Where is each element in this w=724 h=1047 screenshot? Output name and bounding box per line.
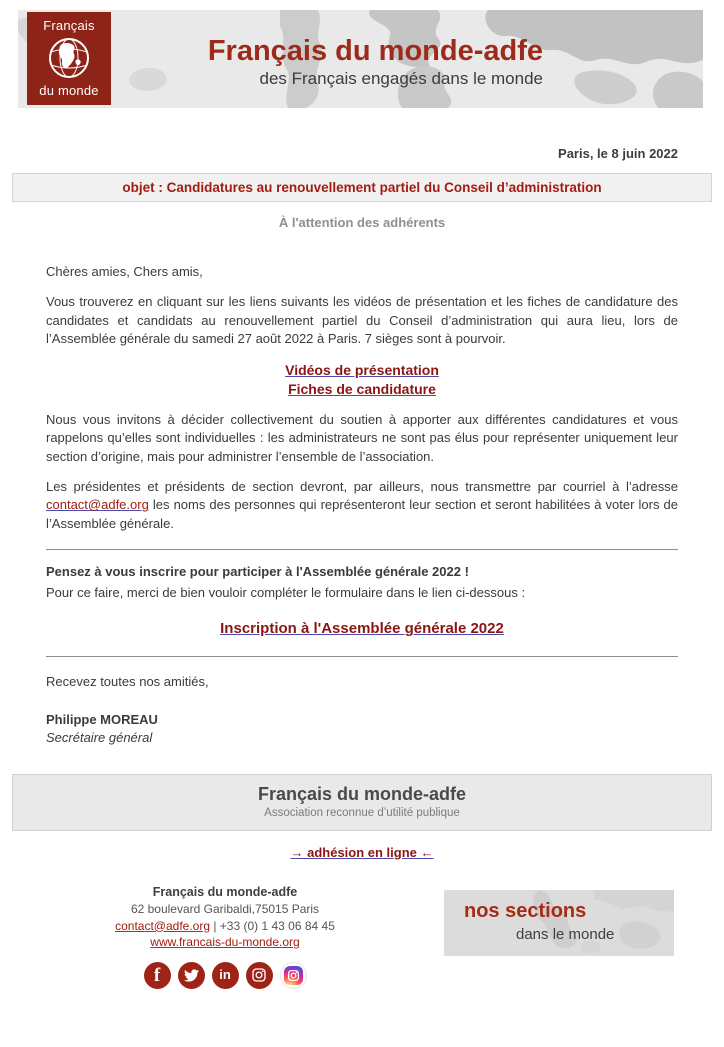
fiches-link[interactable]: Fiches de candidature (288, 380, 436, 397)
divider-top (46, 549, 678, 550)
instagram-icon[interactable] (246, 962, 273, 989)
sections-subtitle: dans le monde (516, 925, 615, 943)
logo-text-top: Français (43, 18, 95, 33)
paragraph-soutien: Nous vous invitons à décider collectivement du soutien à apporter aux différentes candidatures et vous rappelons qu’elles sont individuelles : les administrateurs ne sont pas élus pour représenter uniquement leur section d’origine, mais pour administrer l’ensemble de l’association. (46, 411, 678, 464)
contact-email[interactable]: contact@adfe.org (115, 918, 210, 933)
reminder-text: Pour ce faire, merci de bien vouloir compléter le formulaire dans le lien ci-dessous : (46, 584, 526, 600)
globe-icon (46, 36, 92, 80)
salutation: Chères amies, Chers amis, (46, 264, 203, 279)
paragraph-presidents-text-after: les noms des personnes qui représenteront leur section et seront habilitées à voter lors de l’Assemblée générale. (46, 497, 678, 531)
footer-org-status: Association reconnue d’utilité publique (264, 806, 460, 819)
org-logo (27, 12, 111, 105)
linkedin-icon[interactable]: in (212, 962, 239, 989)
reminder-heading: Pensez à vous inscrire pour participer à l'Assemblée générale 2022 ! (46, 564, 469, 580)
footer-area (0, 862, 724, 1047)
letter-date: Paris, le 8 juin 2022 (558, 146, 678, 161)
signature-name: Philippe MOREAU (46, 711, 158, 727)
subject-line: objet : Candidatures au renouvellement partiel du Conseil d’administration (12, 173, 712, 202)
inscription-link[interactable]: Inscription à l'Assemblée générale 2022 (220, 620, 504, 638)
contact-email-link[interactable]: contact@adfe.org (46, 497, 149, 513)
contact-line (85, 918, 365, 935)
org-subtitle: des Français engagés dans le monde (259, 69, 543, 89)
instagram-color-icon[interactable] (280, 962, 307, 989)
twitter-icon[interactable] (178, 962, 205, 989)
paragraph-intro: Vous trouverez en cliquant sur les liens suivants les vidéos de présentation et les fiches de candidature des candidates et candidats au renouvellement partiel du Conseil d’administration qui aura lieu, lors de l’Assemblée générale du samedi 27 août 2022 à Paris. 7 sièges sont à pourvoir. (46, 294, 678, 347)
divider-bottom (46, 656, 678, 657)
letter-body (46, 263, 678, 748)
logo-text-bottom: du monde (39, 83, 99, 98)
header-banner (18, 10, 703, 108)
paragraph-presidents-text: Les présidentes et présidents de section devront, par ailleurs, nous transmettre par courriel à l’adresse (46, 478, 678, 494)
sections-banner[interactable] (444, 890, 674, 956)
closing-line: Recevez toutes nos amitiés, (46, 673, 209, 689)
contact-separator: | (210, 918, 220, 933)
paragraph-presidents (46, 478, 678, 533)
attention-line: À l'attention des adhérents (278, 215, 446, 230)
contact-phone: +33 (0) 1 43 06 84 45 (219, 918, 335, 933)
social-row (85, 962, 365, 989)
adhesion-link[interactable]: → adhésion en ligne ← (290, 844, 434, 860)
sections-title: nos sections (464, 899, 587, 922)
org-footer-box (12, 774, 712, 831)
contact-org-name: Français du monde-adfe (152, 884, 298, 899)
contact-block (85, 884, 365, 989)
footer-org-name: Français du monde-adfe (257, 783, 467, 804)
signature-role: Secrétaire général (46, 730, 153, 746)
contact-address: 62 boulevard Garibaldi,75015 Paris (130, 902, 320, 917)
website-link[interactable]: www.francais-du-monde.org (150, 935, 300, 950)
org-title: Français du monde-adfe (207, 35, 543, 67)
facebook-icon[interactable]: f (144, 962, 171, 989)
videos-link[interactable]: Vidéos de présentation (285, 361, 439, 378)
